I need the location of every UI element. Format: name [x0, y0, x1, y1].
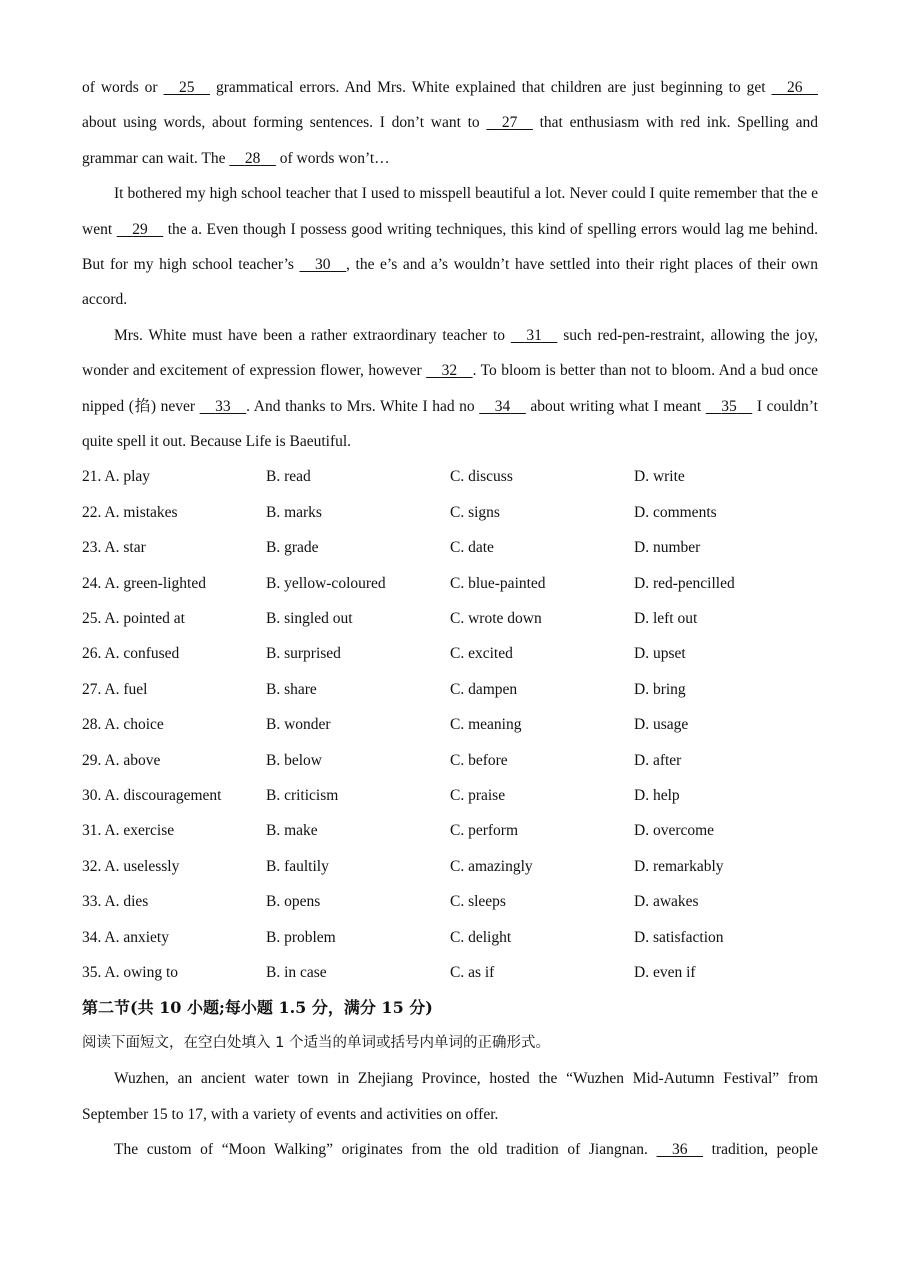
question-number: 26.	[82, 645, 102, 663]
question-number: 28.	[82, 716, 102, 734]
option-a[interactable]	[82, 495, 266, 530]
paragraph-text: , the e’s and a’s wouldn’t have settled into their right places of their own accord.	[82, 256, 818, 309]
answer-blank[interactable]	[229, 141, 276, 176]
paragraph-text: about using words, about forming sentences. I don’t want to	[82, 114, 487, 132]
question-number: 22.	[82, 503, 102, 521]
question-row	[82, 636, 818, 671]
blank-number: 32	[441, 362, 458, 380]
option-a[interactable]	[82, 778, 266, 813]
option-b[interactable]: B. read	[266, 468, 311, 486]
option-text: A. star	[104, 539, 146, 557]
question-row	[82, 955, 818, 990]
paragraph	[82, 70, 818, 176]
answer-blank[interactable]	[300, 247, 347, 282]
option-d[interactable]: D. write	[634, 468, 685, 486]
section-instruction: 阅读下面短文，在空白处填入 1 个适当的单词或括号内单词的正确形式。	[82, 1034, 550, 1051]
option-a[interactable]	[82, 955, 266, 990]
blank-number: 34	[494, 397, 511, 415]
option-a[interactable]	[82, 459, 266, 494]
answer-blank[interactable]	[426, 353, 473, 388]
question-number: 30.	[82, 786, 102, 804]
option-b[interactable]: B. below	[266, 751, 322, 769]
paragraph	[82, 176, 818, 318]
question-number: 33.	[82, 893, 102, 911]
option-a[interactable]	[82, 530, 266, 565]
option-d[interactable]: D. upset	[634, 645, 686, 663]
answer-blank[interactable]	[164, 70, 211, 105]
blank-number: 33	[215, 397, 231, 415]
option-a[interactable]	[82, 566, 266, 601]
option-b[interactable]: B. problem	[266, 928, 336, 946]
answer-blank[interactable]	[657, 1132, 704, 1167]
blank-number: 28	[244, 149, 261, 167]
option-text: A. green-lighted	[104, 574, 206, 592]
option-a[interactable]	[82, 601, 266, 636]
option-d[interactable]: D. help	[634, 786, 680, 804]
question-number: 34.	[82, 928, 102, 946]
paragraph-text: grammatical errors. And Mrs. White explained that children are just beginning to get	[210, 79, 772, 96]
option-d[interactable]: D. left out	[634, 610, 698, 628]
section-heading: 第二节(共 10 小题;每小题 1.5 分，满分 15 分)	[82, 998, 433, 1018]
option-text: A. choice	[104, 716, 164, 734]
option-c[interactable]: C. delight	[450, 928, 512, 946]
option-c[interactable]: C. sleeps	[450, 893, 506, 911]
option-c[interactable]: C. blue-painted	[450, 574, 546, 592]
option-d[interactable]: D. after	[634, 751, 682, 769]
blank-number: 29	[132, 220, 148, 238]
answer-blank[interactable]	[479, 389, 526, 424]
option-c[interactable]: C. as if	[450, 963, 495, 981]
option-b[interactable]: B. criticism	[266, 786, 339, 804]
paragraph-text: such red-pen-restraint, allowing the joy, wonder and excitement of expression flower, however	[82, 326, 819, 380]
option-b[interactable]: B. grade	[266, 539, 319, 557]
option-c[interactable]: C. signs	[450, 503, 500, 521]
question-row	[82, 778, 818, 813]
paragraph-text: tradition, people	[703, 1140, 818, 1158]
question-row	[82, 495, 818, 530]
answer-options	[82, 459, 818, 990]
paragraph-text: that enthusiasm with red ink. Spelling and grammar can wait. The	[82, 114, 818, 167]
question-number: 32.	[82, 857, 102, 875]
paragraph-text: It bothered my high school teacher that I used to misspell beautiful a lot. Never could I quite remember that the e went	[82, 185, 818, 238]
option-c[interactable]: C. amazingly	[450, 857, 533, 875]
option-d[interactable]: D. red-pencilled	[634, 574, 735, 592]
option-b[interactable]: B. share	[266, 680, 317, 698]
option-d[interactable]: D. satisfaction	[634, 928, 724, 946]
paragraph-text: . To bloom is better than not to bloom. And a bud once nipped (掐) never	[82, 362, 819, 415]
paragraph-text: Mrs. White must have been a rather extraordinary teacher to	[114, 326, 511, 344]
paragraph-text: of words won’t…	[275, 149, 390, 167]
question-number: 21.	[82, 468, 102, 486]
option-text: A. exercise	[104, 822, 175, 840]
blank-number: 30	[315, 256, 331, 274]
exam-page	[82, 70, 818, 1167]
option-a[interactable]	[82, 849, 266, 884]
question-row	[82, 849, 818, 884]
option-c[interactable]: C. excited	[450, 645, 513, 663]
blank-number: 27	[501, 114, 518, 132]
option-text: A. discouragement	[104, 786, 222, 804]
option-c[interactable]: C. dampen	[450, 680, 518, 698]
paragraph-text: Wuzhen, an ancient water town in Zhejiang Province, hosted the “Wuzhen Mid-Autumn Festival” from September 15 to 17, with a variety of events and activities on offer.	[82, 1070, 818, 1123]
question-row	[82, 672, 818, 707]
option-d[interactable]: D. comments	[634, 503, 717, 521]
option-b[interactable]: B. singled out	[266, 610, 353, 628]
question-number: 31.	[82, 822, 102, 840]
question-number: 25.	[82, 610, 102, 628]
blank-number: 26	[787, 79, 803, 96]
option-text: A. owing to	[104, 963, 179, 981]
paragraph-text: . And thanks to Mrs. White I had no	[246, 397, 480, 415]
option-b[interactable]: B. wonder	[266, 716, 331, 734]
question-row	[82, 743, 818, 778]
option-d[interactable]: D. awakes	[634, 893, 699, 911]
option-b[interactable]: B. faultily	[266, 857, 329, 875]
question-number: 35.	[82, 963, 102, 981]
option-a[interactable]	[82, 707, 266, 742]
answer-blank[interactable]	[772, 70, 819, 105]
paragraph-text: the a. Even though I possess good writing techniques, this kind of spelling errors would lag me behind. But for my high school teacher’s	[82, 220, 818, 274]
answer-blank[interactable]	[486, 105, 533, 140]
question-row	[82, 601, 818, 636]
question-number: 23.	[82, 539, 102, 557]
grammar-passage	[82, 1061, 818, 1167]
option-text: A. pointed at	[104, 610, 185, 628]
option-text: A. uselessly	[104, 857, 180, 875]
option-c[interactable]: C. discuss	[450, 468, 513, 486]
blank-number: 35	[721, 397, 737, 415]
option-text: A. dies	[104, 893, 149, 911]
option-c[interactable]: C. before	[450, 751, 508, 769]
question-row	[82, 530, 818, 565]
question-number: 29.	[82, 751, 102, 769]
option-text: A. above	[104, 751, 161, 769]
question-number: 27.	[82, 680, 102, 698]
option-a[interactable]	[82, 672, 266, 707]
option-a[interactable]	[82, 636, 266, 671]
question-row	[82, 566, 818, 601]
option-a[interactable]	[82, 920, 266, 955]
answer-blank[interactable]	[200, 389, 247, 424]
paragraph-text: I couldn’t quite spell it out. Because Life is Baeutiful.	[82, 397, 818, 451]
question-row	[82, 884, 818, 919]
option-text: A. mistakes	[104, 503, 178, 521]
option-c[interactable]: C. meaning	[450, 716, 522, 734]
option-text: A. anxiety	[104, 928, 169, 946]
option-b[interactable]: B. in case	[266, 963, 327, 981]
option-a[interactable]	[82, 743, 266, 778]
paragraph	[82, 318, 818, 460]
option-d[interactable]: D. overcome	[634, 822, 715, 840]
question-row	[82, 707, 818, 742]
option-d[interactable]: D. even if	[634, 963, 696, 981]
option-text: A. play	[104, 468, 151, 486]
option-c[interactable]: C. praise	[450, 786, 506, 804]
option-c[interactable]: C. date	[450, 539, 494, 557]
paragraph-text: about writing what I meant	[525, 397, 706, 415]
option-b[interactable]: B. surprised	[266, 645, 341, 663]
option-c[interactable]: C. wrote down	[450, 610, 542, 628]
blank-number: 25	[179, 79, 195, 96]
question-number: 24.	[82, 574, 102, 592]
answer-blank[interactable]	[511, 318, 558, 353]
paragraph	[82, 1132, 818, 1167]
option-d[interactable]: D. usage	[634, 716, 689, 734]
question-row	[82, 459, 818, 494]
option-a[interactable]	[82, 884, 266, 919]
option-d[interactable]: D. number	[634, 539, 701, 557]
question-row	[82, 920, 818, 955]
option-c[interactable]: C. perform	[450, 822, 519, 840]
option-d[interactable]: D. remarkably	[634, 857, 724, 875]
option-text: A. fuel	[104, 680, 148, 698]
blank-number: 31	[526, 326, 542, 344]
blank-number: 36	[672, 1140, 688, 1158]
answer-blank[interactable]	[706, 389, 753, 424]
cloze-passage	[82, 70, 818, 459]
option-b[interactable]: B. opens	[266, 893, 321, 911]
option-b[interactable]: B. make	[266, 822, 318, 840]
paragraph-text: of words or	[82, 79, 164, 96]
option-text: A. confused	[104, 645, 180, 663]
answer-blank[interactable]	[117, 212, 164, 247]
option-b[interactable]: B. yellow-coloured	[266, 574, 386, 592]
paragraph	[82, 1061, 818, 1132]
option-a[interactable]	[82, 813, 266, 848]
option-d[interactable]: D. bring	[634, 680, 686, 698]
question-row	[82, 813, 818, 848]
paragraph-text: The custom of “Moon Walking” originates from the old tradition of Jiangnan.	[114, 1140, 657, 1158]
option-b[interactable]: B. marks	[266, 503, 322, 521]
